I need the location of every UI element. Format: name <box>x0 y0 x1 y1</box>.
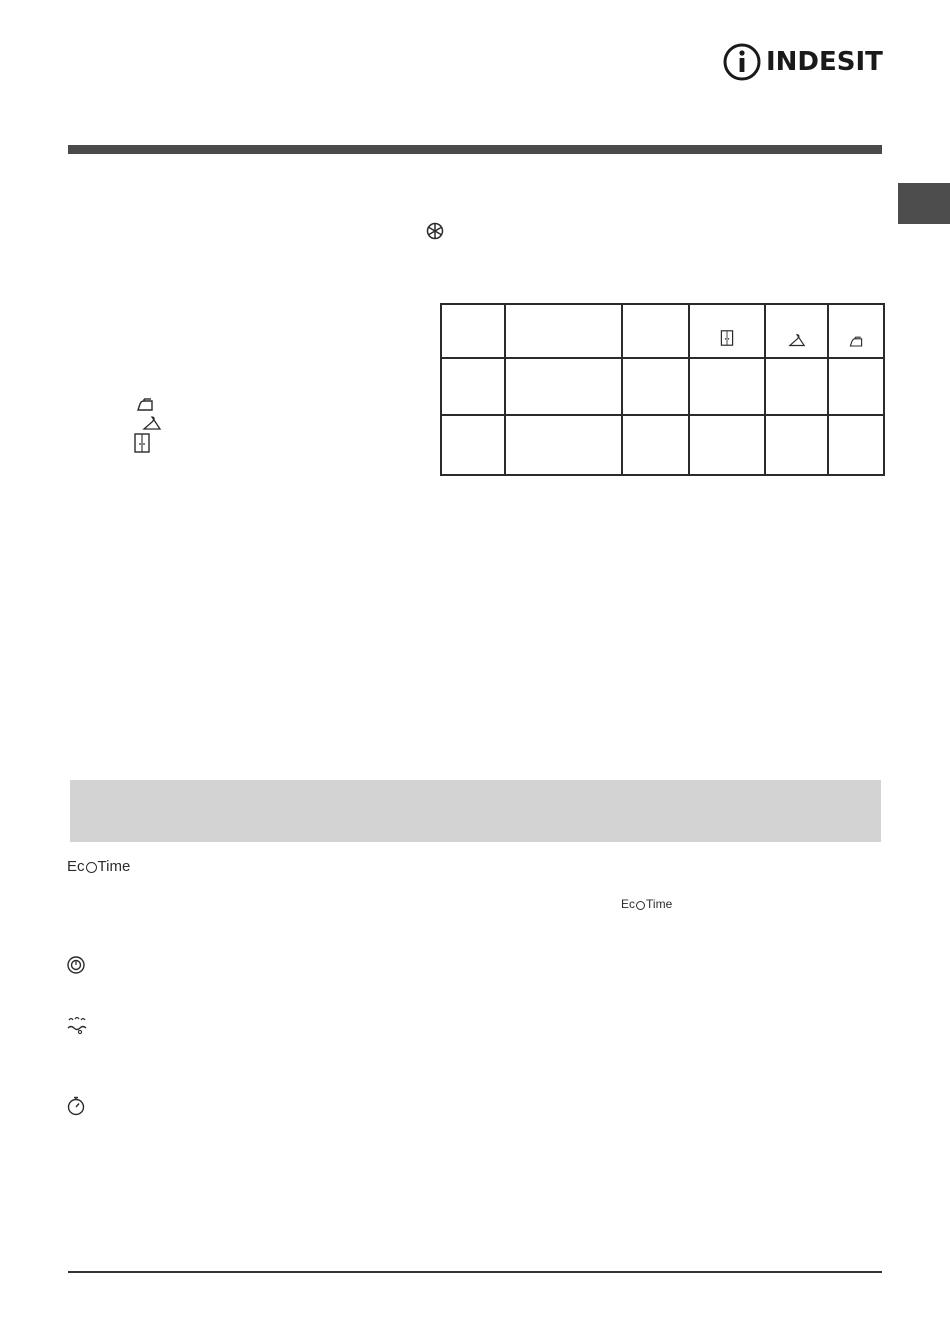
header-rule <box>68 145 882 154</box>
table-cell <box>765 415 828 475</box>
table-header-wardrobe <box>689 304 765 358</box>
logo-mark-icon <box>722 42 762 82</box>
table-cell <box>622 358 689 415</box>
brand-logo <box>722 40 884 84</box>
table-cell <box>689 415 765 475</box>
table-cell <box>441 415 505 475</box>
timer-icon <box>66 1096 86 1116</box>
ecotime-prefix: Ec <box>67 858 85 875</box>
iron-icon <box>847 334 865 350</box>
ecotime-inline-label <box>621 897 672 911</box>
table-cell <box>441 358 505 415</box>
spiral-icon <box>66 955 86 975</box>
table-cell <box>505 358 622 415</box>
table-cell <box>441 304 505 358</box>
hanger-icon <box>142 414 162 434</box>
hanger-icon <box>786 332 808 350</box>
footer-rule <box>68 1271 882 1273</box>
table-cell <box>505 415 622 475</box>
brand-name: INDESIT <box>766 47 883 77</box>
ecotime-suffix: Time <box>97 858 131 875</box>
table-cell <box>765 358 828 415</box>
iron-icon <box>135 395 155 415</box>
snowflake-icon <box>426 222 444 240</box>
note-box <box>70 780 881 842</box>
table-cell <box>828 415 884 475</box>
table-header-row <box>441 304 884 358</box>
ecotime-label <box>67 858 130 875</box>
table-cell <box>622 304 689 358</box>
ecotime-suffix: Time <box>646 897 673 911</box>
table-header-hanger <box>765 304 828 358</box>
table-cell <box>689 358 765 415</box>
table-header-iron <box>828 304 884 358</box>
table-cell <box>622 415 689 475</box>
table-cell <box>828 358 884 415</box>
language-tab <box>898 183 950 224</box>
table-row <box>441 358 884 415</box>
ecotime-o-icon <box>86 862 97 873</box>
ecotime-prefix: Ec <box>621 897 636 911</box>
table-cell <box>505 304 622 358</box>
table-row <box>441 415 884 475</box>
drying-table <box>440 303 885 476</box>
crease-icon <box>66 1016 88 1036</box>
wardrobe-icon <box>719 329 735 347</box>
wardrobe-icon <box>132 433 152 453</box>
ecotime-o-icon <box>636 901 645 910</box>
